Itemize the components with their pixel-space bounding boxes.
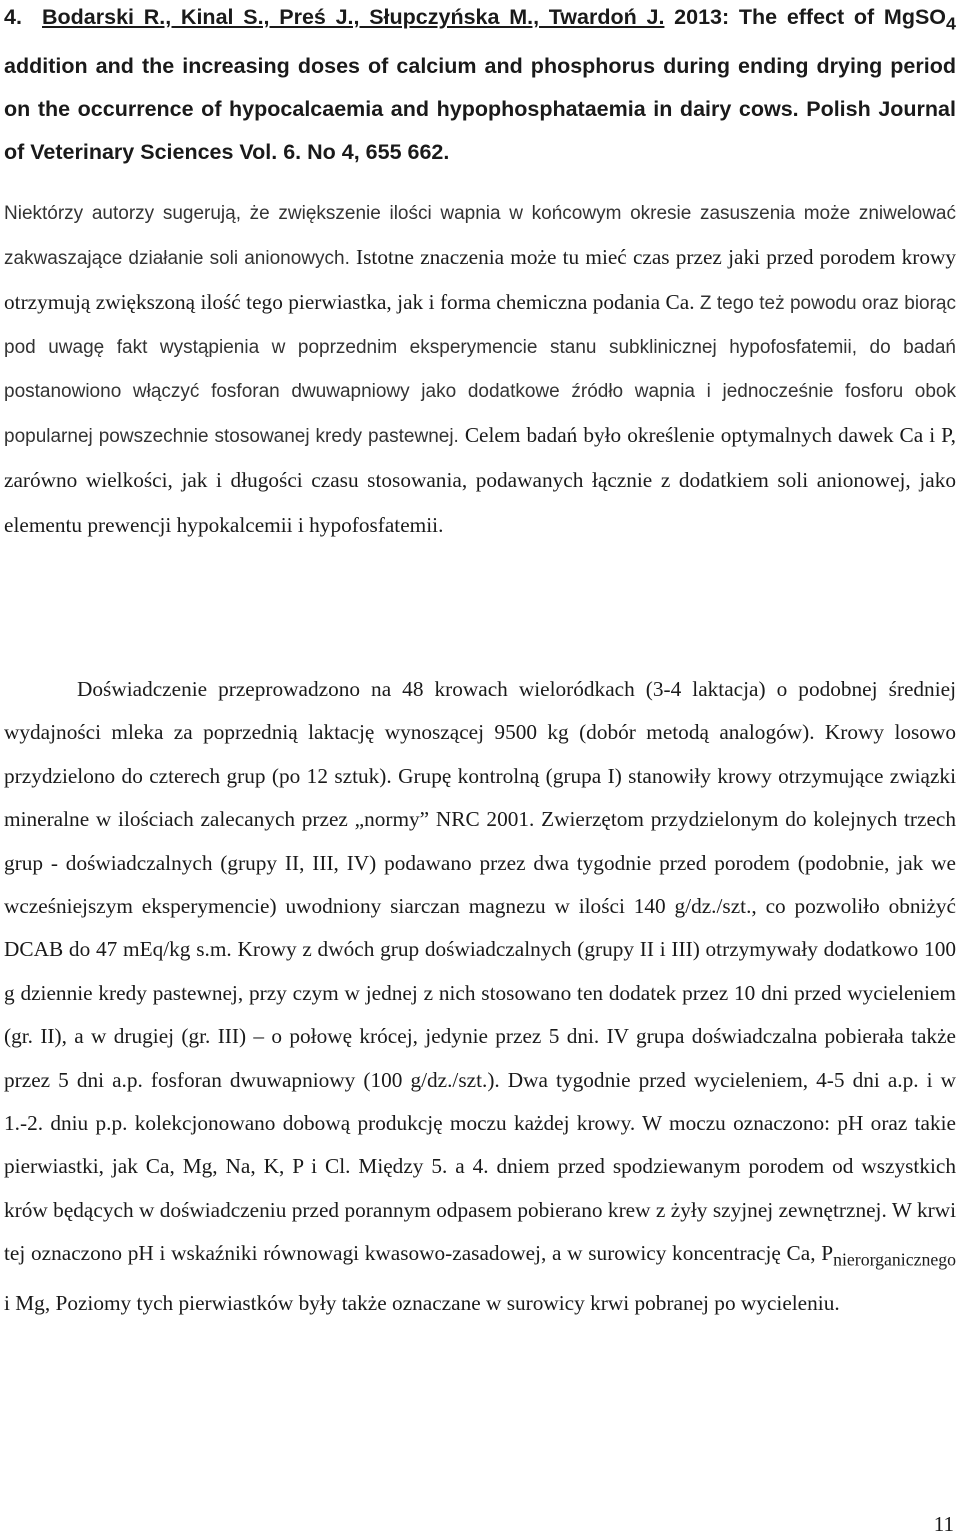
reference-journal: Polish Journal of Veterinary Sciences Vol. 6. No 4, 655 662. [4, 97, 956, 165]
reference-entry [4, 0, 956, 174]
reference-number: 4. [4, 5, 22, 29]
intro-paragraph [4, 192, 956, 549]
reference-title-rest: addition and the increasing doses of calcium and phosphorus during ending drying period on the occurrence of hypocalcaemia and hypophosphataemia in dairy cows. [4, 54, 956, 122]
intro-sentence-4: Celem badań było określenie optymalnych dawek Ca i P, zarówno wielkości, jak i długości czasu stosowania, podawanych łącznie z dodatkiem soli anionowej, jako elementu prewencji hypokalcemii i hypofosfatemii. [4, 423, 956, 537]
methods-text: Doświadczenie przeprowadzono na 48 krowach wieloródkach (3-4 laktacja) o podobnej średniej wydajności mleka za poprzednią laktację wynoszącej 9500 kg (dobór metodą analogów). Krowy losowo przydzielono do czterech grup (po 12 sztuk). Grupę kontrolną (grupa I) stanowiły krowy otrzymujące związki mineralne w ilościach zalecanych przez „normy” NRC 2001. Zwierzętom przydzielonym do kolejnych trzech grup - doświadczalnych (grupy II, III, IV) podawano przez dwa tygodnie przed porodem (podobnie, jak we wcześniejszym eksperymencie) uwodniony siarczan magnezu w ilości 140 g/dz./szt., co pozwoliło obniżyć DCAB do 47 mEq/kg s.m. Krowy z dwóch grup doświadczalnych (grupy II i III) otrzymywały dodatkowo 100 g dziennie kredy pastewnej, przy czym w jednej z nich stosowano ten dodatek przez 10 dni przed wycieleniem (gr. II), a w drugiej (gr. III) – o połowę krócej, jedynie przez 5 dni. IV grupa doświadczalna pobierała także przez 5 dni a.p. fosforan dwuwapniowy (100 g/dz./szt.). Dwa tygodnie przed wycieleniem, 4-5 dni a.p. i w 1.-2. dniu p.p. kolekcjonowano dobową produkcję moczu każdej krowy. W moczu oznaczono: pH oraz takie pierwiastki, jak Ca, Mg, Na, K, P i Cl. Między 5. a 4. dniem przed spodziewanym porodem od wszystkich krów będących w doświadczeniu przed porannym odpasem pobierano krew z żyły szyjnej zewnętrznej. W krwi tej oznaczono pH i wskaźniki równowagi kwasowo-zasadowej, a w surowicy koncentrację Ca, P [4, 677, 956, 1266]
page-number: 11 [933, 1512, 954, 1536]
reference-title-subscript: 4 [946, 13, 956, 34]
reference-authors: Bodarski R., Kinal S., Preś J., Słupczyńska M., Twardoń J. [42, 5, 665, 29]
methods-paragraph [4, 668, 956, 1325]
intro-sentence-3: Z tego też powodu oraz biorąc pod uwagę fakt wystąpienia w poprzednim eksperymencie stanu subklinicznej hypofosfatemii, do badań postanowiono włączyć fosforan dwuwapniowy jako dodatkowe źródło wapnia i jednocześnie fosforu obok popularnej powszechnie stosowanej kredy pastewnej. [4, 293, 956, 447]
reference-title: 2013: The effect of MgSO [664, 5, 947, 29]
intro-sentence-1: Niektórzy autorzy sugerują, że zwiększenie ilości wapnia w końcowym okresie zasuszenia może zniwelować zakwaszające działanie soli anionowych. [4, 203, 956, 269]
methods-subscript: nierorganicznego [833, 1249, 956, 1270]
intro-sentence-2: Istotne znaczenia może tu mieć czas przez jaki przed porodem krowy otrzymują zwiększoną ilość tego pierwiastka, jak i forma chemiczna podania Ca. [4, 245, 956, 314]
methods-text-end: i Mg, Poziomy tych pierwiastków były także oznaczane w surowicy krwi pobranej po wycieleniu. [4, 1290, 840, 1315]
